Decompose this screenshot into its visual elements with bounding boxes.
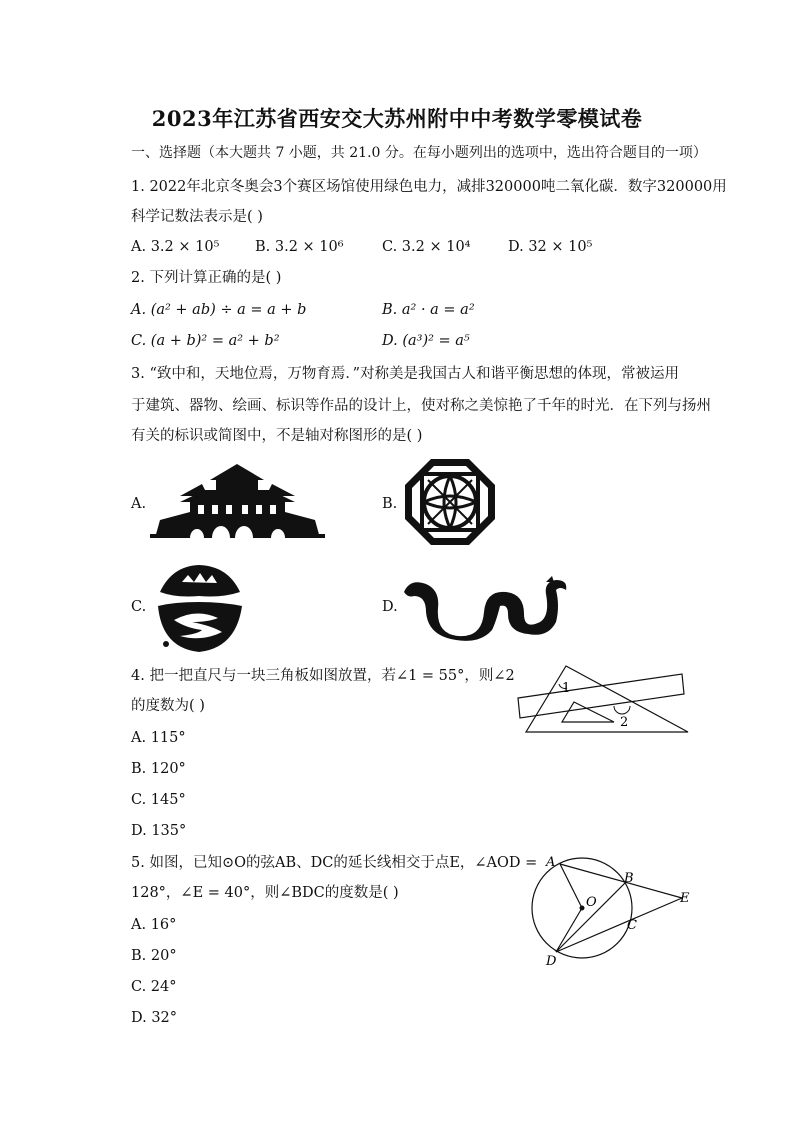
q4-stem-line2: 的度数为( ) [131,698,205,714]
point-b-label: B [624,871,634,886]
q2-option-b: B. a² · a = a² [382,302,475,318]
q2-stem: 2. 下列计算正确的是( ) [131,270,282,286]
ruler-triangle-diagram [514,664,692,736]
pavilion-icon [150,462,325,538]
q5-option-d: D. 32° [131,1010,178,1026]
q5-option-c: C. 24° [131,979,177,995]
point-a-label: A [546,855,556,870]
point-e-label: E [680,891,690,906]
q3-stem-line2: 于建筑、器物、绘画、标识等作品的设计上，使对称之美惊艳了千年的时光．在下列与扬州 [131,398,711,414]
q4-option-a: A. 115° [131,730,186,746]
angle-2-label: 2 [620,715,629,730]
q1-option-a: A. 3.2 × 10⁵ [131,239,220,255]
q3-option-a: A. [131,496,147,512]
q3-option-b: B. [382,496,398,512]
q5-option-b: B. 20° [131,948,177,964]
point-o-label: O [586,895,597,910]
page-title: 2023年江苏省西安交大苏州附中中考数学零模试卷 [151,106,643,131]
brush-logo-icon [152,562,246,654]
angle-1-label: 1 [562,681,571,696]
q4-stem-line1: 4. 把一把直尺与一块三角板如图放置，若∠1 = 55°，则∠2 [131,668,515,684]
q5-option-a: A. 16° [131,917,177,933]
q5-stem-line2: 128°，∠E = 40°，则∠BDC的度数是( ) [131,885,399,901]
q3-stem-line1: 3. “致中和，天地位焉，万物育焉．”对称美是我国古人和谐平衡思想的体现，常被运用 [131,366,680,382]
q2-option-d: D. (a³)² = a⁵ [382,333,470,349]
q3-option-d: D. [382,599,398,615]
point-c-label: C [627,918,637,933]
q2-option-c: C. (a + b)² = a² + b² [131,333,280,349]
q1-option-b: B. 3.2 × 10⁶ [255,239,344,255]
q4-option-c: C. 145° [131,792,186,808]
q4-option-b: B. 120° [131,761,186,777]
q3-stem-line3: 有关的标识或简图中，不是轴对称图形的是( ) [131,428,423,444]
q1-option-d: D. 32 × 10⁵ [508,239,593,255]
q2-option-a: A. (a² + ab) ÷ a = a + b [131,302,307,318]
q3-option-c: C. [131,599,147,615]
q1-option-c: C. 3.2 × 10⁴ [382,239,471,255]
q1-stem-line2: 科学记数法表示是( ) [131,209,263,225]
wavy-dragon-icon [400,572,570,640]
q1-stem-line1: 1. 2022年北京冬奥会3个赛区场馆使用绿色电力，减排320000吨二氧化碳．数字320000用 [131,179,727,195]
octagon-window-icon [404,458,496,546]
q4-option-d: D. 135° [131,823,187,839]
q5-stem-line1: 5. 如图，已知⊙O的弦AB、DC的延长线相交于点E，∠AOD = [131,855,538,871]
point-d-label: D [546,954,557,969]
circle-chords-diagram [530,852,700,974]
section-heading: 一、选择题（本大题共 7 小题，共 21.0 分。在每小题列出的选项中，选出符合题目的一项） [131,145,707,161]
